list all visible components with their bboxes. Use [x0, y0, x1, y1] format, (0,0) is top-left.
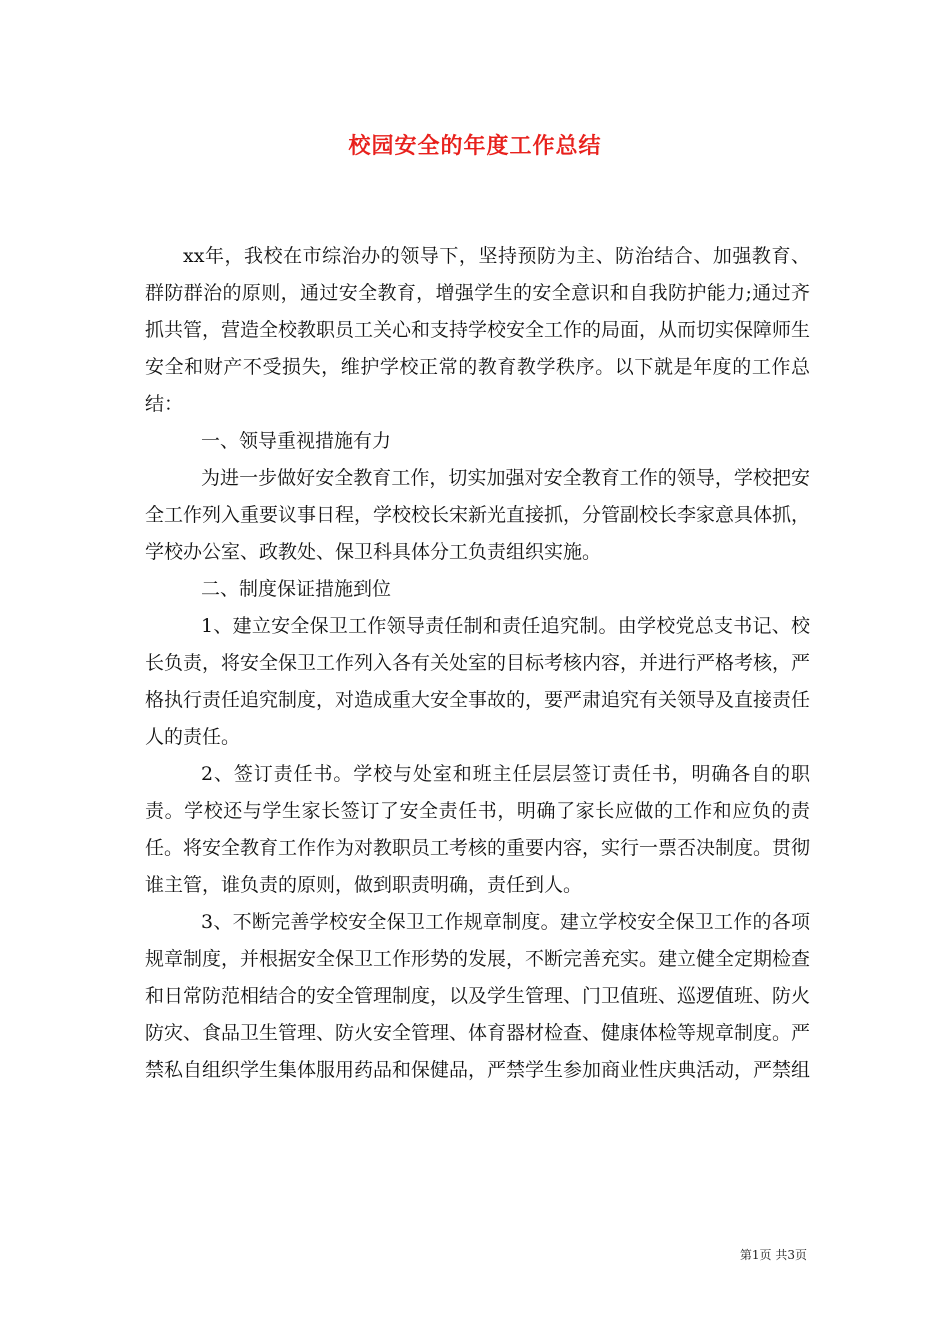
section-heading-2: 二、制度保证措施到位	[201, 578, 392, 600]
paragraph-item-2: 2、签订责任书。学校与处室和班主任层层签订责任书，明确各自的职责。学校还与学生家长签订了安全责任书，明确了家长应做的工作和应负的责任。将安全教育工作作为对教职员工考核的重要内容，实行一票否决制度。贯彻谁主管，谁负责的原则，做到职责明确，责任到人。	[145, 763, 811, 896]
paragraph-item-3: 3、不断完善学校安全保卫工作规章制度。建立学校安全保卫工作的各项规章制度，并根据安全保卫工作形势的发展，不断完善充实。建立健全定期检查和日常防范相结合的安全管理制度，以及学生管理、门卫值班、巡逻值班、防火防灾、食品卫生管理、防火安全管理、体育器材检查、健康体检等规章制度。严禁私自组织学生集体服用药品和保健品，严禁学生参加商业性庆典活动，严禁组	[145, 911, 811, 1081]
paragraph-item-1: 1、建立安全保卫工作领导责任制和责任追究制。由学校党总支书记、校长负责，将安全保卫工作列入各有关处室的目标考核内容，并进行严格考核，严格执行责任追究制度，对造成重大安全事故的，要严肃追究有关领导及直接责任人的责任。	[145, 615, 811, 748]
page-number: 第1页 共3页	[739, 1248, 807, 1262]
document-body	[145, 238, 810, 1089]
paragraph-leadership: 为进一步做好安全教育工作，切实加强对安全教育工作的领导，学校把安全工作列入重要议事日程，学校校长宋新光直接抓，分管副校长李家意具体抓，学校办公室、政教处、保卫科具体分工负责组织实施。	[145, 467, 811, 563]
section-heading-1: 一、领导重视措施有力	[201, 430, 392, 452]
document-title: 校园安全的年度工作总结	[348, 134, 602, 159]
paragraph-intro: xx年，我校在市综治办的领导下，坚持预防为主、防治结合、加强教育、群防群治的原则，通过安全教育，增强学生的安全意识和自我防护能力;通过齐抓共管，营造全校教职员工关心和支持学校安全工作的局面，从而切实保障师生安全和财产不受损失，维护学校正常的教育教学秩序。以下就是年度的工作总结：	[145, 245, 811, 415]
